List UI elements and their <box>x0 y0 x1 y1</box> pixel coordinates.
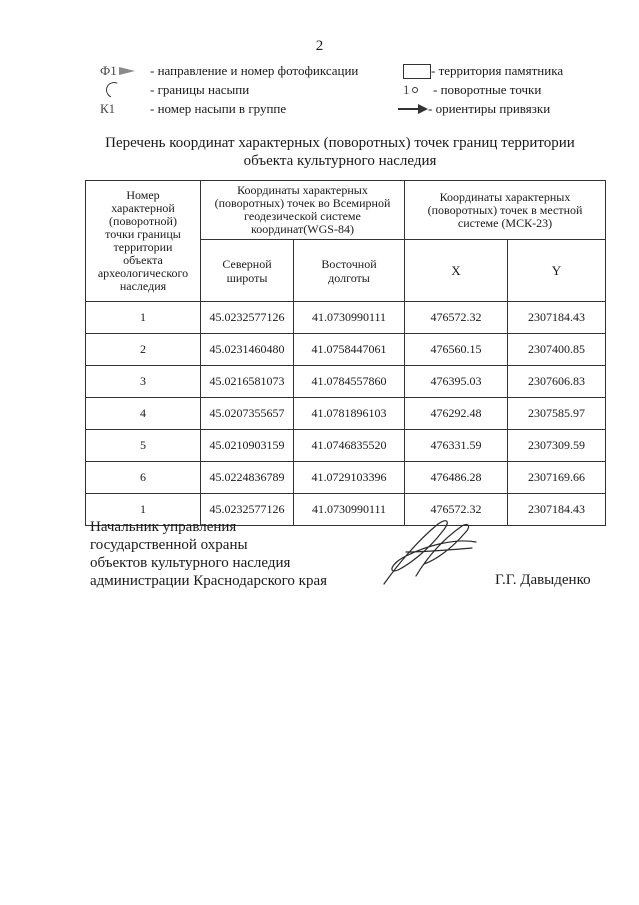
legend-mound-border <box>100 82 249 98</box>
handwritten-signature <box>376 512 486 592</box>
signatory-line: государственной охраны <box>90 537 248 553</box>
cell-point: 1 <box>86 494 201 526</box>
title-line-1: Перечень координат характерных (поворотных) точек границ территории <box>105 135 575 151</box>
landmark-arrow-icon <box>398 108 428 110</box>
legend-turning-points <box>403 82 541 98</box>
title-line-2: объекта культурного наследия <box>243 153 437 169</box>
cell-x: 476560.15 <box>405 334 508 366</box>
header-north-latitude: Северной широты <box>201 240 294 302</box>
cell-east: 41.0730990111 <box>294 302 405 334</box>
legend-mound-border-label: - границы насыпи <box>150 82 250 97</box>
cell-east: 41.0758447061 <box>294 334 405 366</box>
cell-point: 4 <box>86 398 201 430</box>
legend-photo <box>100 63 358 79</box>
cell-x: 476331.59 <box>405 430 508 462</box>
cell-north: 45.0232577126 <box>201 302 294 334</box>
cell-point: 5 <box>86 430 201 462</box>
document-title <box>60 134 620 170</box>
page-number: 2 <box>315 38 324 54</box>
cell-y: 2307309.59 <box>508 430 606 462</box>
coordinates-table <box>85 180 606 526</box>
cell-north: 45.0216581073 <box>201 366 294 398</box>
header-x: X <box>405 240 508 302</box>
cell-y: 2307606.83 <box>508 366 606 398</box>
cell-north: 45.0210903159 <box>201 430 294 462</box>
table-row <box>86 334 606 366</box>
cell-y: 2307585.97 <box>508 398 606 430</box>
cell-east: 41.0781896103 <box>294 398 405 430</box>
cell-x: 476395.03 <box>405 366 508 398</box>
cell-point: 2 <box>86 334 201 366</box>
arc-border-icon <box>100 82 150 98</box>
signatory-line: администрации Краснодарского края <box>90 573 328 589</box>
cell-x: 476292.48 <box>405 398 508 430</box>
photo-arrow-icon: Ф1 <box>100 63 150 79</box>
legend-landmarks-label: - ориентиры привязки <box>428 101 551 116</box>
header-east-longitude: Восточной долготы <box>294 240 405 302</box>
cell-x: 476486.28 <box>405 462 508 494</box>
territory-box-icon <box>403 64 431 79</box>
cell-y: 2307184.43 <box>508 302 606 334</box>
signatory-line: объектов культурного наследия <box>90 555 291 571</box>
legend-territory <box>403 63 563 79</box>
header-point-number: Номер характерной (поворотной) точки границы территории объекта археологического наследия <box>86 181 201 302</box>
table-row <box>86 462 606 494</box>
cell-east: 41.0784557860 <box>294 366 405 398</box>
header-wgs84: Координаты характерных (поворотных) точек во Всемирной геодезической системе координат(WGS-84) <box>201 181 405 240</box>
cell-east: 41.0729103396 <box>294 462 405 494</box>
cell-east: 41.0730990111 <box>294 494 405 526</box>
cell-point: 6 <box>86 462 201 494</box>
table-row <box>86 366 606 398</box>
cell-north: 45.0207355657 <box>201 398 294 430</box>
cell-x: 476572.32 <box>405 302 508 334</box>
cell-y: 2307400.85 <box>508 334 606 366</box>
signatory-position <box>90 518 327 590</box>
cell-north: 45.0224836789 <box>201 462 294 494</box>
mound-number-symbol: К1 <box>100 101 116 116</box>
map-legend <box>100 63 620 123</box>
cell-x: 476572.32 <box>405 494 508 526</box>
legend-photo-label: - направление и номер фотофиксации <box>150 63 359 78</box>
signer-name: Г.Г. Давыденко <box>495 572 591 588</box>
legend-turning-points-label: - поворотные точки <box>433 82 542 97</box>
cell-point: 1 <box>86 302 201 334</box>
cell-y: 2307169.66 <box>508 462 606 494</box>
header-y: Y <box>508 240 606 302</box>
legend-landmarks <box>398 101 550 117</box>
legend-mound-number-label: - номер насыпи в группе <box>150 101 287 116</box>
cell-north: 45.0232577126 <box>201 494 294 526</box>
cell-east: 41.0746835520 <box>294 430 405 462</box>
turning-point-icon: 1 <box>403 82 433 98</box>
table-row <box>86 302 606 334</box>
legend-mound-number <box>100 101 286 117</box>
cell-north: 45.0231460480 <box>201 334 294 366</box>
table-row <box>86 398 606 430</box>
header-msk23: Координаты характерных (поворотных) точек в местной системе (МСК-23) <box>405 181 606 240</box>
cell-point: 3 <box>86 366 201 398</box>
signatory-line: Начальник управления <box>90 519 237 535</box>
cell-y: 2307184.43 <box>508 494 606 526</box>
legend-territory-label: - территория памятника <box>431 63 564 78</box>
table-row <box>86 430 606 462</box>
